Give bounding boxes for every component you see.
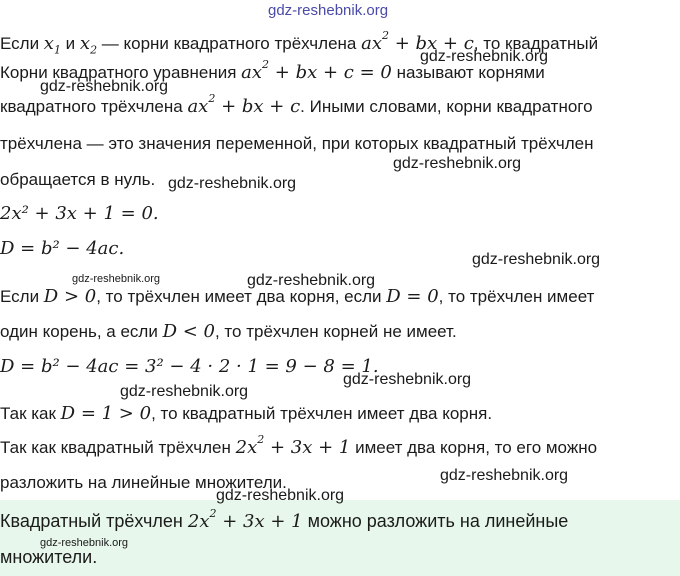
math-d-negative: D < 0 xyxy=(162,321,215,342)
text-line-11 xyxy=(0,403,492,425)
watermark: gdz-reshebnik.org xyxy=(440,467,569,484)
text: Так как xyxy=(0,404,61,423)
text-line-8 xyxy=(0,286,594,308)
text-line-3 xyxy=(0,92,593,118)
watermark: gdz-reshebnik.org xyxy=(168,175,297,192)
equation-3: D = b² − 4ac = 3² − 4 · 2 · 1 = 9 − 8 = 1. xyxy=(0,356,379,377)
watermark: gdz-reshebnik.org xyxy=(120,383,249,400)
watermark: gdz-reshebnik.org xyxy=(72,273,161,285)
text-line-13: разложить на линейные множители. xyxy=(0,473,287,492)
text: , то квадратный трёхчлен имеет два корня. xyxy=(151,404,493,423)
math-trinomial-specific: $2x^2 + 3x + 1$ xyxy=(187,507,303,532)
math-x1: $x_1$ xyxy=(43,33,61,57)
text: один корень, а если xyxy=(0,322,163,341)
text: имеет два корня, то его можно xyxy=(350,438,598,457)
text-line-9 xyxy=(0,321,457,343)
text: квадратного трёхчлена xyxy=(0,97,188,116)
text: , то трёхчлен корней не имеет. xyxy=(214,322,457,341)
math-d-value: D = 1 > 0 xyxy=(60,403,152,424)
answer-line-1 xyxy=(0,507,569,533)
watermark: gdz-reshebnik.org xyxy=(216,487,345,504)
math-x2: $x_2$ xyxy=(79,33,98,57)
text: Так как квадратный трёхчлен xyxy=(0,438,236,457)
text: и xyxy=(60,34,80,53)
watermark: gdz-reshebnik.org xyxy=(247,272,376,289)
text: , то квадратный xyxy=(473,34,599,53)
math-trinomial: $ax^2$ + bx + c xyxy=(187,92,301,117)
text-line-4: трёхчлена — это значения переменной, при которых квадратный трёхчлен xyxy=(0,134,594,153)
text: Корни квадратного уравнения xyxy=(0,63,242,82)
text: — корни квадратного трёхчлена xyxy=(97,34,362,53)
text: . Иными словами, корни квадратного xyxy=(300,97,593,116)
watermark: gdz-reshebnik.org xyxy=(343,371,472,388)
text: , то трёхчлен имеет xyxy=(438,287,595,306)
text-line-5: обращается в нуль. xyxy=(0,170,156,189)
text: Если xyxy=(0,34,44,53)
math-d-positive: D > 0 xyxy=(43,286,97,307)
text: можно разложить на линейные xyxy=(302,511,569,531)
watermark-top: gdz-reshebnik.org xyxy=(268,2,389,19)
watermark: gdz-reshebnik.org xyxy=(472,251,601,268)
text: , то трёхчлен имеет два корня, если xyxy=(96,287,387,306)
answer-line-2: множители. xyxy=(0,547,98,567)
watermark: gdz-reshebnik.org xyxy=(40,78,169,95)
math-equation: $ax^2$ + bx + c = 0 xyxy=(241,58,392,83)
math-trinomial-specific: $2x^2 + 3x + 1$ xyxy=(235,433,351,458)
text: называют корнями xyxy=(396,63,545,82)
text: Квадратный трёхчлен xyxy=(0,511,188,531)
watermark: gdz-reshebnik.org xyxy=(393,155,522,172)
equation-1: 2x² + 3x + 1 = 0. xyxy=(0,203,159,224)
text-line-12 xyxy=(0,433,598,459)
equation-2: D = b² − 4ac. xyxy=(0,238,125,259)
watermark: gdz-reshebnik.org xyxy=(420,48,549,65)
math-trinomial: $ax^2$ + bx + c xyxy=(361,29,474,54)
watermark: gdz-reshebnik.org xyxy=(40,537,129,549)
math-d-zero: D = 0 xyxy=(386,286,439,307)
text: Если xyxy=(0,287,44,306)
